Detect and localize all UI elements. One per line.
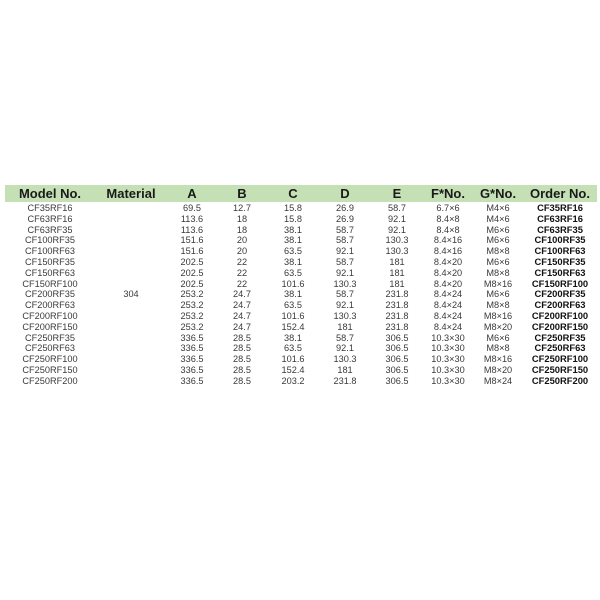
c-cell: 38.1	[284, 256, 302, 267]
a-cell: 202.5	[180, 256, 204, 267]
d-cell: 58.7	[336, 256, 354, 267]
order-no-cell: CF150RF63	[534, 266, 586, 278]
c-cell: 203.2	[281, 375, 305, 386]
e-cell: 306.5	[385, 354, 409, 365]
f-no-cell: 8.4×16	[433, 235, 463, 246]
e-cell: 306.5	[385, 364, 409, 375]
g-no-cell: M6×6	[486, 224, 510, 235]
order-no-cell: CF250RF200	[531, 374, 589, 386]
e-cell: 231.8	[385, 310, 409, 321]
table-row	[5, 322, 597, 333]
table-row	[5, 354, 597, 365]
c-cell: 38.1	[284, 332, 302, 343]
header-e: E	[371, 185, 423, 202]
a-cell: 336.5	[180, 354, 204, 365]
c-cell: 15.8	[284, 203, 302, 213]
model-cell: CF250RF35	[24, 332, 76, 343]
model-cell: CF200RF150	[22, 321, 78, 332]
a-cell: 336.5	[180, 364, 204, 375]
d-cell: 58.7	[336, 224, 354, 235]
g-no-cell: M8×8	[486, 343, 510, 354]
table-row	[5, 300, 597, 311]
model-cell: CF150RF100	[22, 278, 78, 289]
g-no-cell: M6×6	[486, 256, 510, 267]
d-cell: 92.1	[336, 343, 354, 354]
b-cell: 12.7	[233, 203, 251, 213]
f-no-cell: 8.4×8	[436, 213, 460, 224]
order-no-cell: CF150RF35	[534, 255, 586, 267]
header-model: Model No.	[5, 185, 95, 202]
a-cell: 151.6	[180, 235, 204, 246]
b-cell: 22	[236, 256, 248, 267]
e-cell: 306.5	[385, 332, 409, 343]
e-cell: 231.8	[385, 289, 409, 300]
d-cell: 58.7	[336, 332, 354, 343]
f-no-cell: 8.4×8	[436, 224, 460, 235]
f-no-cell: 10.3×30	[431, 332, 465, 343]
f-no-cell: 8.4×24	[433, 310, 463, 321]
order-no-cell: CF150RF100	[531, 277, 589, 289]
g-no-cell: M8×20	[483, 364, 513, 375]
a-cell: 253.2	[180, 289, 204, 300]
table-header-row	[5, 185, 597, 202]
model-cell: CF250RF63	[24, 343, 76, 354]
model-cell: CF250RF100	[22, 354, 78, 365]
a-cell: 253.2	[180, 300, 204, 311]
d-cell: 26.9	[336, 203, 354, 213]
material-cell: 304	[123, 289, 139, 300]
model-cell: CF63RF16	[27, 213, 73, 224]
g-no-cell: M8×16	[483, 310, 513, 321]
model-cell: CF35RF16	[27, 203, 73, 213]
f-no-cell: 8.4×20	[433, 256, 463, 267]
d-cell: 130.3	[333, 354, 357, 365]
g-no-cell: M4×6	[486, 213, 510, 224]
table-row	[5, 235, 597, 246]
table-row	[5, 333, 597, 344]
f-no-cell: 6.7×6	[436, 203, 460, 213]
d-cell: 181	[337, 321, 353, 332]
e-cell: 92.1	[388, 224, 406, 235]
c-cell: 152.4	[281, 321, 305, 332]
a-cell: 113.6	[180, 213, 204, 224]
d-cell: 58.7	[336, 289, 354, 300]
a-cell: 202.5	[180, 267, 204, 278]
f-no-cell: 8.4×20	[433, 278, 463, 289]
g-no-cell: M6×6	[486, 289, 510, 300]
e-cell: 130.3	[385, 246, 409, 257]
table-row	[5, 289, 597, 300]
f-no-cell: 10.3×30	[431, 343, 465, 354]
c-cell: 38.1	[284, 235, 302, 246]
e-cell: 181	[389, 256, 405, 267]
c-cell: 15.8	[284, 213, 302, 224]
order-no-cell: CF250RF100	[531, 353, 589, 365]
b-cell: 18	[236, 224, 248, 235]
b-cell: 20	[236, 235, 248, 246]
e-cell: 231.8	[385, 300, 409, 311]
g-no-cell: M4×6	[486, 203, 510, 213]
g-no-cell: M8×20	[483, 321, 513, 332]
g-no-cell: M8×8	[486, 246, 510, 257]
b-cell: 20	[236, 246, 248, 257]
d-cell: 58.7	[336, 235, 354, 246]
model-cell: CF200RF35	[24, 289, 76, 300]
g-no-cell: M6×6	[486, 332, 510, 343]
model-cell: CF150RF35	[24, 256, 76, 267]
header-d: D	[319, 185, 371, 202]
header-c: C	[267, 185, 319, 202]
order-no-cell: CF250RF35	[534, 331, 586, 343]
e-cell: 181	[389, 267, 405, 278]
table-body	[5, 202, 597, 387]
b-cell: 28.5	[233, 364, 251, 375]
d-cell: 181	[337, 364, 353, 375]
d-cell: 92.1	[336, 246, 354, 257]
e-cell: 181	[389, 278, 405, 289]
table-row	[5, 214, 597, 225]
f-no-cell: 8.4×24	[433, 321, 463, 332]
c-cell: 63.5	[284, 300, 302, 311]
model-cell: CF250RF200	[22, 375, 78, 386]
table-row	[5, 202, 597, 214]
table-row	[5, 225, 597, 236]
order-no-cell: CF100RF63	[534, 245, 586, 257]
e-cell: 306.5	[385, 343, 409, 354]
order-no-cell: CF100RF35	[534, 234, 586, 246]
a-cell: 253.2	[180, 321, 204, 332]
header-order-no: Order No.	[523, 185, 597, 202]
model-cell: CF63RF35	[27, 224, 73, 235]
table-row	[5, 376, 597, 387]
e-cell: 130.3	[385, 235, 409, 246]
c-cell: 38.1	[284, 224, 302, 235]
c-cell: 63.5	[284, 343, 302, 354]
f-no-cell: 8.4×24	[433, 289, 463, 300]
b-cell: 22	[236, 267, 248, 278]
f-no-cell: 10.3×30	[431, 364, 465, 375]
a-cell: 253.2	[180, 310, 204, 321]
table-row	[5, 246, 597, 257]
order-no-cell: CF200RF63	[534, 299, 586, 311]
order-no-cell: CF200RF35	[534, 288, 586, 300]
c-cell: 63.5	[284, 246, 302, 257]
b-cell: 24.7	[233, 300, 251, 311]
e-cell: 306.5	[385, 375, 409, 386]
header-material: Material	[95, 185, 167, 202]
b-cell: 28.5	[233, 354, 251, 365]
a-cell: 336.5	[180, 332, 204, 343]
model-cell: CF250RF150	[22, 364, 78, 375]
g-no-cell: M8×16	[483, 354, 513, 365]
table-row	[5, 279, 597, 290]
e-cell: 58.7	[388, 203, 406, 213]
e-cell: 231.8	[385, 321, 409, 332]
order-no-cell: CF63RF35	[537, 223, 583, 235]
a-cell: 113.6	[180, 224, 204, 235]
d-cell: 92.1	[336, 300, 354, 311]
c-cell: 101.6	[281, 310, 305, 321]
c-cell: 38.1	[284, 289, 302, 300]
table-row	[5, 257, 597, 268]
a-cell: 336.5	[180, 375, 204, 386]
table-row	[5, 365, 597, 376]
a-cell: 336.5	[180, 343, 204, 354]
table-row	[5, 311, 597, 322]
header-f-no: F*No.	[423, 185, 473, 202]
b-cell: 28.5	[233, 332, 251, 343]
order-no-cell: CF200RF100	[531, 309, 589, 321]
b-cell: 18	[236, 213, 248, 224]
table-row	[5, 268, 597, 279]
e-cell: 92.1	[388, 213, 406, 224]
b-cell: 24.7	[233, 289, 251, 300]
header-a: A	[167, 185, 217, 202]
b-cell: 28.5	[233, 375, 251, 386]
d-cell: 130.3	[333, 278, 357, 289]
f-no-cell: 8.4×24	[433, 300, 463, 311]
c-cell: 101.6	[281, 354, 305, 365]
f-no-cell: 10.3×30	[431, 375, 465, 386]
header-b: B	[217, 185, 267, 202]
model-cell: CF200RF100	[22, 310, 78, 321]
order-no-cell: CF35RF16	[537, 202, 583, 213]
order-no-cell: CF250RF63	[534, 342, 586, 354]
f-no-cell: 8.4×16	[433, 246, 463, 257]
c-cell: 152.4	[281, 364, 305, 375]
c-cell: 63.5	[284, 267, 302, 278]
b-cell: 28.5	[233, 343, 251, 354]
b-cell: 22	[236, 278, 248, 289]
header-g-no: G*No.	[473, 185, 523, 202]
d-cell: 130.3	[333, 310, 357, 321]
g-no-cell: M6×6	[486, 235, 510, 246]
c-cell: 101.6	[281, 278, 305, 289]
model-cell: CF150RF63	[24, 267, 76, 278]
table-row	[5, 343, 597, 354]
d-cell: 26.9	[336, 213, 354, 224]
a-cell: 69.5	[183, 203, 201, 213]
model-cell: CF100RF63	[24, 246, 76, 257]
b-cell: 24.7	[233, 321, 251, 332]
g-no-cell: M8×8	[486, 267, 510, 278]
g-no-cell: M8×16	[483, 278, 513, 289]
spec-table	[5, 185, 597, 387]
d-cell: 231.8	[333, 375, 357, 386]
order-no-cell: CF63RF16	[537, 212, 583, 224]
d-cell: 92.1	[336, 267, 354, 278]
order-no-cell: CF250RF150	[531, 363, 589, 375]
order-no-cell: CF200RF150	[531, 320, 589, 332]
model-cell: CF200RF63	[24, 300, 76, 311]
a-cell: 151.6	[180, 246, 204, 257]
f-no-cell: 8.4×20	[433, 267, 463, 278]
g-no-cell: M8×8	[486, 300, 510, 311]
model-cell: CF100RF35	[24, 235, 76, 246]
a-cell: 202.5	[180, 278, 204, 289]
g-no-cell: M8×24	[483, 375, 513, 386]
f-no-cell: 10.3×30	[431, 354, 465, 365]
b-cell: 24.7	[233, 310, 251, 321]
